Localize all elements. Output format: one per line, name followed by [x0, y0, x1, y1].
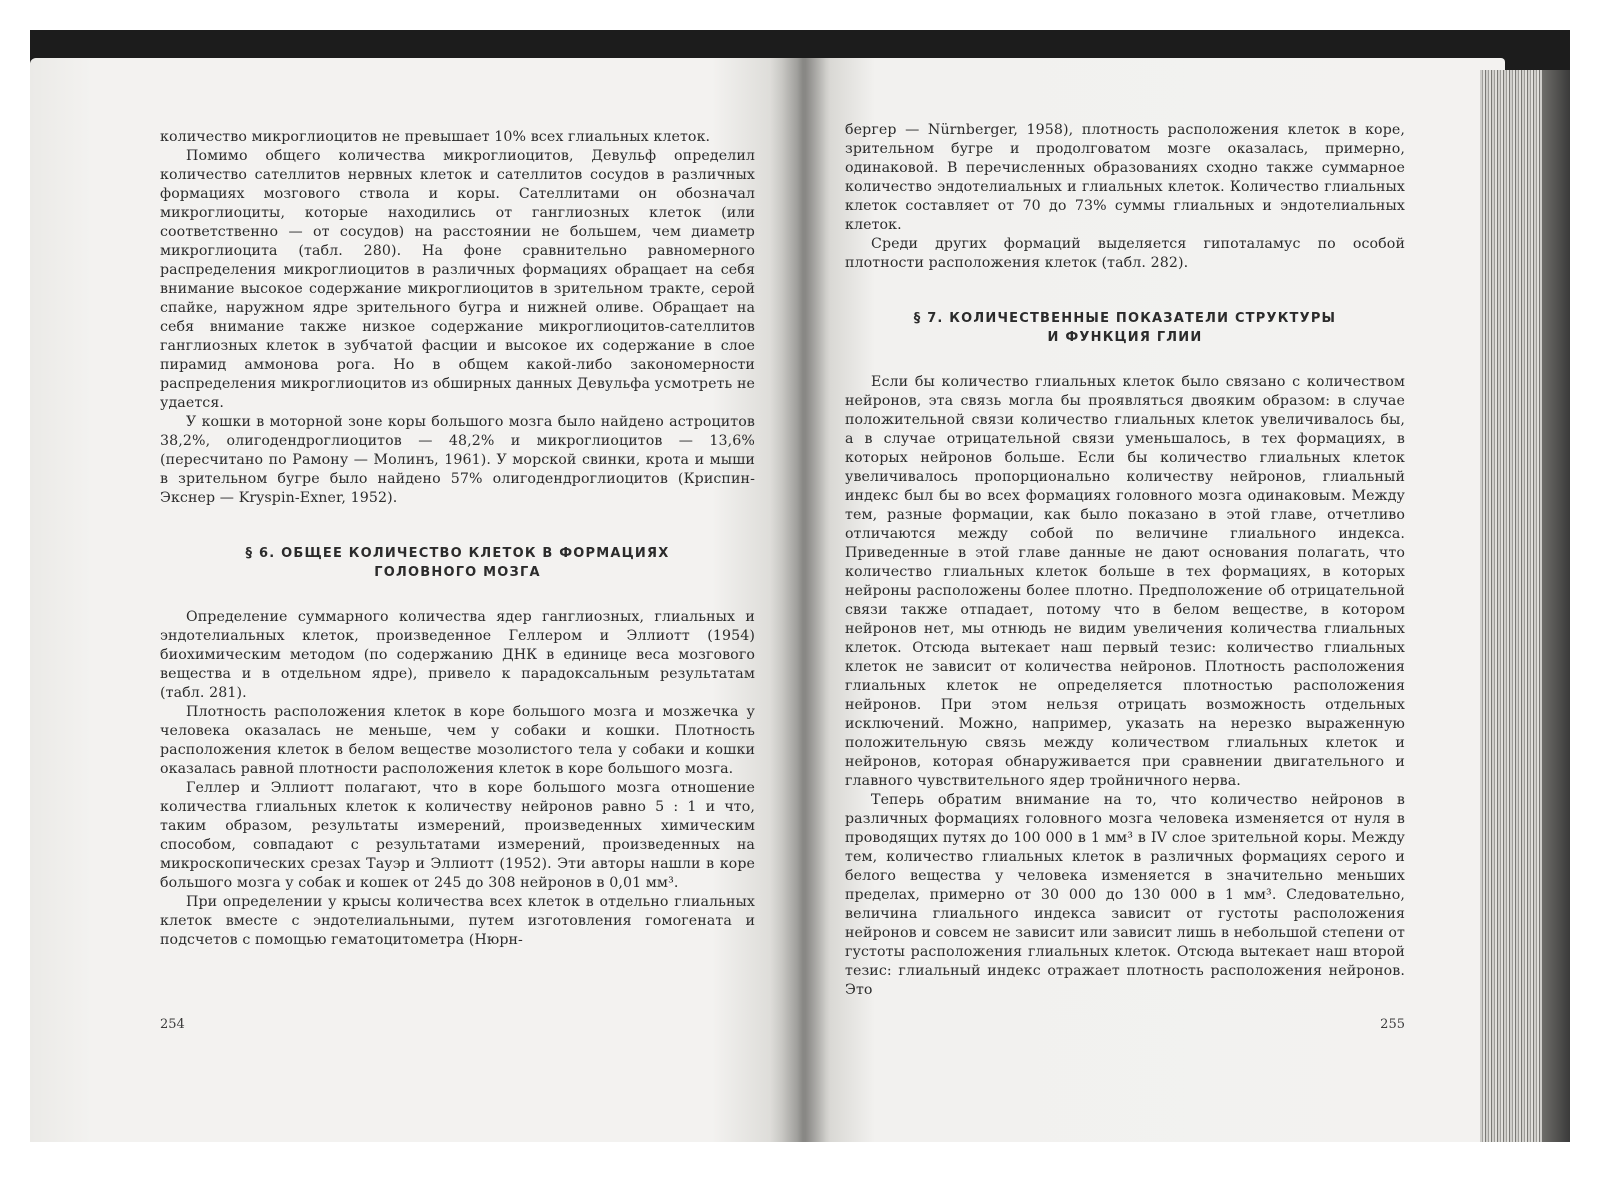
- left-page: [30, 58, 805, 1142]
- paragraph: количество микроглиоцитов не превышает 10% всех глиальных клеток.: [160, 129, 711, 145]
- paragraph: Помимо общего количества микроглиоцитов, Девульф определил количество сателлитов нервных клеток и сателлитов сосудов в различных формациях мозгового ствола и коры. Сателлитами он обозначал микроглиоциты, которые находились от ганглиозных клеток (или соответственно — от сосудов) на расстоянии не большем, чем диаметр микроглиоцита (табл. 280). На фоне сравнительно равномерного распределения микроглиоцитов в различных формациях обращает на себя внимание высокое содержание микроглиоцитов в зрительном тракте, серой спайке, наружном ядре зрительного бугра и нижней оливе. Обращает на себя внимание также низкое содержание микроглиоцитов-сателлитов ганглиозных клеток в зубчатой фасции и высокое их содержание в слое пирамид аммонова рога. Но в общем какой-либо закономерности распределения микроглиоцитов из обширных данных Девульфа усмотреть не удается.: [160, 148, 756, 411]
- section-heading-line: ГОЛОВНОГО МОЗГА: [374, 565, 541, 580]
- right-page-bottom-text: [845, 373, 1405, 1000]
- paragraph: У кошки в моторной зоне коры большого мозга было найдено астроцитов 38,2%, олигодендроглиоцитов — 48,2% и микроглиоцитов — 13,6% (пересчитано по Рамону — Молинъ, 1961). У морской свинки, крота и мыши в зрительном бугре было найдено 57% олигодендроглиоцитов (Криспин-Экснер — Kryspin-Exner, 1952).: [160, 414, 755, 506]
- paragraph: Определение суммарного количества ядер ганглиозных, глиальных и эндотелиальных клеток, произведенное Геллером и Эллиотт (1954) биохимическим методом (по содержанию ДНК в единице веса мозгового вещества и в отдельном ядре), привело к парадоксальным результатам (табл. 281).: [160, 609, 755, 701]
- page-number: 254: [160, 1017, 185, 1032]
- section-heading-line: § 6. ОБЩЕЕ КОЛИЧЕСТВО КЛЕТОК В ФОРМАЦИЯХ: [245, 546, 670, 561]
- left-page-bottom-text: [160, 608, 755, 950]
- page-stack-shadow: [1542, 70, 1570, 1142]
- page-number: 255: [1380, 1017, 1405, 1032]
- right-page-top-text: [845, 121, 1405, 273]
- section-heading: [845, 309, 1405, 347]
- section-heading-line: § 7. КОЛИЧЕСТВЕННЫЕ ПОКАЗАТЕЛИ СТРУКТУРЫ: [913, 311, 1337, 326]
- left-page-top-text: [160, 128, 755, 508]
- page-stack-edges: [1480, 70, 1542, 1142]
- paragraph: При определении у крысы количества всех клеток в отдельно глиальных клеток вместе с эндотелиальными, путем изготовления гомогената и подсчетов с помощью гематоцитометра (Нюрн-: [160, 894, 755, 948]
- paragraph: бергер — Nürnberger, 1958), плотность расположения клеток в коре, зрительном бугре и продолговатом мозге оказалась, примерно, одинаковой. В перечисленных образованиях сходно также суммарное количество эндотелиальных и глиальных клеток. Количество глиальных клеток составляет от 70 до 73% суммы глиальных и эндотелиальных клеток.: [845, 122, 1405, 233]
- paragraph: Если бы количество глиальных клеток было связано с количеством нейронов, эта связь могла бы проявляться двояким образом: в случае положительной связи количество глиальных клеток увеличивалось бы, а в случае отрицательной связи уменьшалось, в тех формациях, в которых нейронов больше. Если бы количество глиальных клеток увеличивалось пропорционально количеству нейронов, глиальный индекс был бы во всех формациях головного мозга одинаковым. Между тем, разные формации, как было показано в этой главе, отчетливо отличаются между собой по величине глиального индекса. Приведенные в этой главе данные не дают основания полагать, что количество глиальных клеток больше в тех формациях, в которых нейроны расположены более плотно. Предположение об отрицательной связи также отпадает, потому что в белом веществе, в котором нейронов нет, мы отнюдь не видим увеличения количества глиальных клеток. Отсюда вытекает наш первый тезис: количество глиальных клеток не зависит от количества нейронов. Плотность расположения глиальных клеток не определяется плотностью расположения нейронов. При этом нельзя отрицать возможность отдельных исключений. Можно, например, указать на нерезко выраженную положительную связь между количеством глиальных клеток и нейронов, которая обнаруживается при сравнении двигательного и главного чувствительного ядер тройничного нерва.: [845, 374, 1405, 789]
- paragraph: Среди других формаций выделяется гипоталамус по особой плотности расположения клеток (табл. 282).: [845, 236, 1405, 271]
- paragraph: Плотность расположения клеток в коре большого мозга и мозжечка у человека оказалась не меньше, чем у собаки и кошки. Плотность расположения клеток в белом веществе мозолистого тела у собаки и кошки оказалась равной плотности расположения клеток в коре большого мозга.: [160, 704, 755, 777]
- right-page: [805, 58, 1505, 1142]
- book-spine-shadow: [770, 58, 830, 1142]
- section-heading-line: И ФУНКЦИЯ ГЛИИ: [1047, 330, 1203, 345]
- paragraph: Геллер и Эллиотт полагают, что в коре большого мозга отношение количества глиальных клеток к количеству нейронов равно 5 : 1 и что, таким образом, результаты измерений, произведенных химическим способом, совпадают с результатами измерений, произведенных на микроскопических срезах Тауэр и Эллиотт (1952). Эти авторы нашли в коре большого мозга у собак и кошек от 245 до 308 нейронов в 0,01 мм³.: [160, 780, 755, 891]
- section-heading: [160, 544, 755, 582]
- paragraph: Теперь обратим внимание на то, что количество нейронов в различных формациях головного мозга человека изменяется от нуля в проводящих путях до 100 000 в 1 мм³ в IV слое зрительной коры. Между тем, количество глиальных клеток в различных формациях серого и белого вещества у человека изменяется в значительно меньших пределах, примерно от 30 000 до 130 000 в 1 мм³. Следовательно, величина глиального индекса зависит от густоты расположения нейронов и совсем не зависит или зависит лишь в небольшой степени от густоты расположения глиальных клеток. Отсюда вытекает наш второй тезис: глиальный индекс отражает плотность расположения нейронов. Это: [845, 792, 1405, 998]
